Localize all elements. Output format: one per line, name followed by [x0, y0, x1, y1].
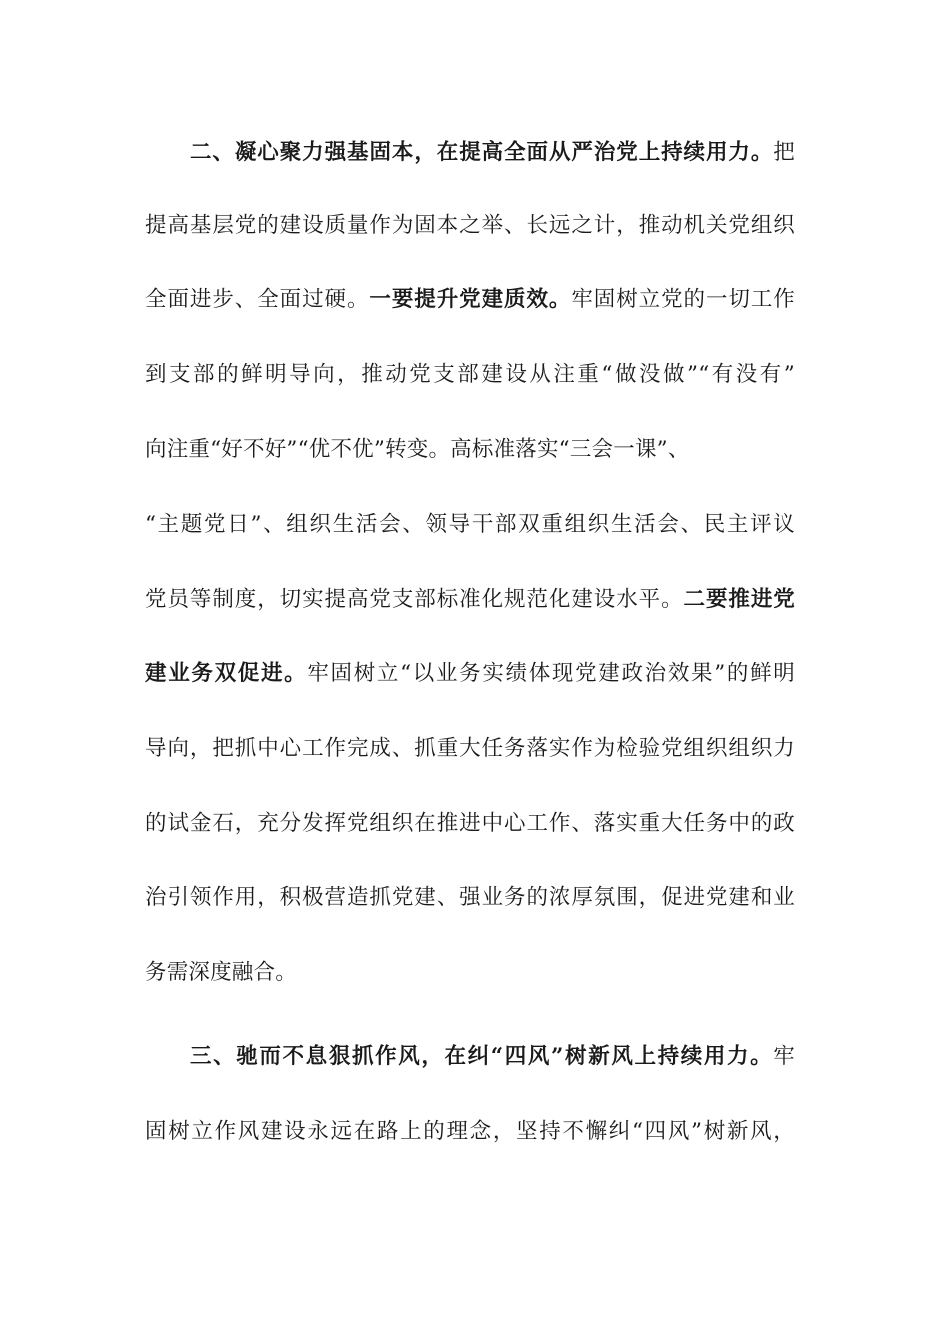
heading-two-line — [190, 133, 795, 173]
heading-three-text: 三、驰而不息狠抓作风，在纠“四风”树新风上持续用力。 — [190, 1044, 774, 1069]
body-text: 务需深度融合。 — [145, 960, 297, 985]
heading-three-line — [190, 1037, 795, 1077]
body-text: 向注重“好不好”“优不优”转变。高标准落实“三会一课”、 — [145, 437, 690, 462]
body-text: 治引领作用，积极营造抓党建、强业务的浓厚氛围，促进党建和业 — [145, 885, 795, 910]
body-text: 牢固树立党的一切工作 — [571, 287, 795, 312]
body-text: “主题党日”、组织生活会、领导干部双重组织生活会、民主评议 — [145, 512, 795, 537]
paragraph-line — [145, 505, 795, 545]
paragraph-line — [145, 1112, 795, 1152]
body-text: 党员等制度，切实提高党支部标准化规范化建设水平。 — [145, 587, 684, 612]
body-text: 到支部的鲜明导向，推动党支部建设从注重“做没做”“有没有” — [145, 362, 795, 387]
body-text: 牢固树立“以业务实绩体现党建政治效果”的鲜明 — [307, 661, 795, 686]
paragraph-line — [145, 280, 795, 320]
paragraph-line — [145, 953, 795, 993]
paragraph-line — [145, 580, 795, 620]
subheading-text: 二要推进党 — [683, 587, 795, 612]
subheading-text: 建业务双促进。 — [145, 661, 308, 686]
heading-two-text: 二、凝心聚力强基固本，在提高全面从严治党上持续用力。 — [190, 140, 774, 165]
body-text: 固树立作风建设永远在路上的理念，坚持不懈纠“四风”树新风， — [145, 1119, 795, 1144]
body-text: 导向，把抓中心工作完成、抓重大任务落实作为检验党组织组织力 — [145, 736, 795, 761]
paragraph-line — [145, 804, 795, 844]
body-text: 牢 — [773, 1044, 795, 1069]
subheading-text: 一要提升党建质效。 — [369, 287, 572, 312]
body-text: 全面进步、全面过硬。 — [145, 287, 370, 312]
paragraph-line — [145, 878, 795, 918]
paragraph-line — [145, 430, 795, 470]
body-text: 提高基层党的建设质量作为固本之举、长远之计，推动机关党组织 — [145, 213, 795, 238]
body-text: 把 — [773, 140, 795, 165]
paragraph-line — [145, 206, 795, 246]
body-text: 的试金石，充分发挥党组织在推进中心工作、落实重大任务中的政 — [145, 811, 795, 836]
paragraph-line — [145, 355, 795, 395]
paragraph-line — [145, 729, 795, 769]
paragraph-line — [145, 654, 795, 694]
